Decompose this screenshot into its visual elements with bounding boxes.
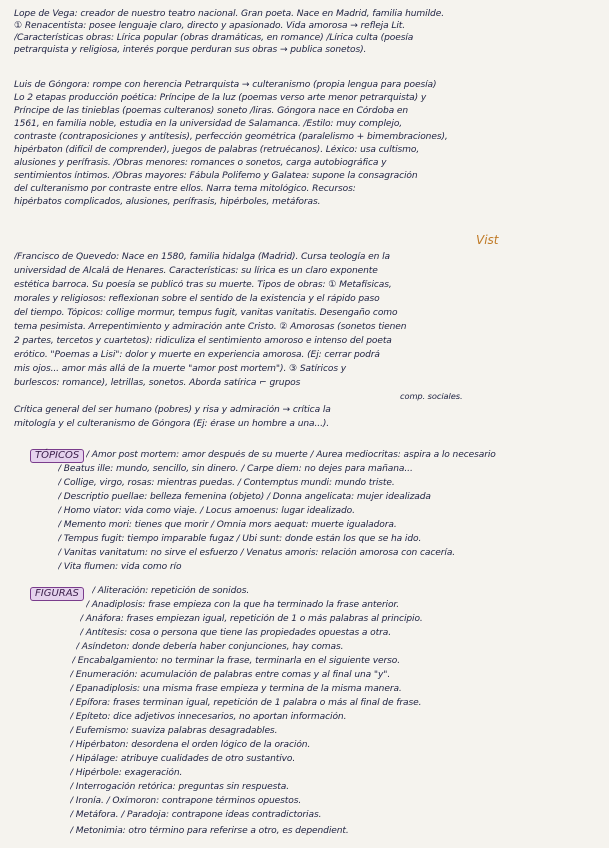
topico-line: / Collige, virgo, rosas: mientras puedas. / Contemptus mundi: mundo triste. [58, 478, 395, 488]
gongora-line: 1561, en familia noble, estudia en la universidad de Salamanca. /Estilo: muy complejo, [14, 119, 403, 129]
quevedo-line: estética barroca. Su poesía se publicó tras su muerte. Tipos de obras: ① Metafísicas, [14, 280, 392, 290]
figura-line: / Metáfora. / Paradoja: contrapone ideas contradictorias. [70, 810, 322, 820]
quevedo-line: tema pesimista. Arrepentimiento y admiración ante Cristo. ② Amorosas (sonetos tienen [14, 322, 407, 332]
topico-line: / Homo viator: vida como viaje. / Locus amoenus: lugar idealizado. [58, 506, 355, 516]
figura-line: / Ironía. / Oxímoron: contrapone términos opuestos. [70, 796, 302, 806]
lope-line: /Características obras: Lírica popular (obras dramáticas, en romance) /Lírica culta (poesía [14, 33, 414, 43]
figura-line: / Metonimia: otro término para referirse a otro, es dependient. [70, 826, 349, 836]
quevedo-line: universidad de Alcalá de Henares. Características: su lírica es un claro exponente [14, 266, 378, 276]
figura-line: / Hipérbole: exageración. [70, 768, 183, 778]
topico-line: / Vanitas vanitatum: no sirve el esfuerzo / Venatus amoris: relación amorosa con cacería. [58, 548, 456, 558]
topico-line: / Beatus ille: mundo, sencillo, sin dinero. / Carpe diem: no dejes para mañana... [58, 464, 413, 474]
figura-line: / Hipálage: atribuye cualidades de otro sustantivo. [70, 754, 296, 764]
figura-line: / Epífora: frases terminan igual, repetición de 1 palabra o más al final de frase. [70, 698, 422, 708]
figura-line: / Antítesis: cosa o persona que tiene las propiedades opuestas a otra. [80, 628, 391, 638]
figura-line: / Interrogación retórica: preguntas sin respuesta. [70, 782, 290, 792]
figura-line: / Encabalgamiento: no terminar la frase, terminarla en el siguiente verso. [72, 656, 401, 666]
gongora-line: alusiones y perífrasis. /Obras menores: romances o sonetos, carga autobiográfica y [14, 158, 387, 168]
quevedo-line: mitología y el culteranismo de Góngora (Ej: érase un hombre a una...). [14, 419, 330, 429]
quevedo-line: 2 partes, tercetos y cuartetos): ridiculiza el sentimiento amoroso e intenso del poeta [14, 336, 392, 346]
figura-line: / Hipérbaton: desordena el orden lógico de la oración. [70, 740, 311, 750]
topicos-heading: TÓPICOS [30, 449, 84, 463]
topico-line: / Amor post mortem: amor después de su muerte / Aurea mediocritas: aspira a lo necesario [86, 450, 496, 460]
quevedo-line: morales y religiosos: reflexionan sobre el sentido de la existencia y el rápido paso [14, 294, 380, 304]
figura-line: / Eufemismo: suaviza palabras desagradables. [70, 726, 278, 736]
figura-line: / Asíndeton: donde debería haber conjunciones, hay comas. [76, 642, 344, 652]
figura-line: / Anadiplosis: frase empieza con la que ha terminado la frase anterior. [86, 600, 399, 610]
quevedo-line: burlescos: romance), letrillas, sonetos. Aborda satírica ⌐ grupos [14, 378, 301, 388]
quevedo-line: mis ojos... amor más allá de la muerte "amor post mortem"). ③ Satíricos y [14, 364, 347, 374]
quevedo-line: erótico. "Poemas a Lisi": dolor y muerte en experiencia amorosa. (Ej: cerrar podrá [14, 350, 380, 360]
topico-line: / Vita flumen: vida como río [58, 562, 182, 572]
gongora-line: hipérbatos complicados, alusiones, perífrasis, hipérboles, metáforas. [14, 197, 321, 207]
gongora-line: Lo 2 etapas producción poética: Príncipe de la luz (poemas verso arte menor petrarquista) y [14, 93, 427, 103]
lope-line: Lope de Vega: creador de nuestro teatro nacional. Gran poeta. Nace en Madrid, familia humilde. [14, 9, 444, 19]
gongora-line: hipérbaton (difícil de comprender), juegos de palabras (retruécanos). Léxico: usa cultismo, [14, 145, 420, 155]
quevedo-line: comp. sociales. [400, 391, 463, 401]
topico-line: / Tempus fugit: tiempo imparable fugaz / Ubi sunt: donde están los que se ha ido. [58, 534, 422, 544]
lope-line: ① Renacentista: posee lenguaje claro, directo y apasionado. Vida amorosa → refleja Lit. [14, 21, 406, 31]
topico-line: / Descriptio puellae: belleza femenina (objeto) / Donna angelicata: mujer idealizada [58, 492, 431, 502]
vista-annotation: Vist [476, 233, 499, 247]
lope-line: petrarquista y religiosa, interés porque perduran sus obras → publica sonetos). [14, 45, 367, 55]
gongora-line: Luis de Góngora: rompe con herencia Petrarquista → culteranismo (propia lengua para poesía) [14, 80, 437, 90]
gongora-line: sentimientos íntimos. /Obras mayores: Fábula Polifemo y Galatea: supone la consagración [14, 171, 418, 181]
gongora-line: Príncipe de las tinieblas (poemas culteranos) soneto /liras. Góngora nace en Córdoba en [14, 106, 409, 116]
gongora-line: del culteranismo por contraste entre ellos. Narra tema mitológico. Recursos: [14, 184, 356, 194]
figura-line: / Aliteración: repetición de sonidos. [92, 586, 250, 596]
figura-line: / Anáfora: frases empiezan igual, repetición de 1 o más palabras al principio. [80, 614, 423, 624]
topico-line: / Memento mori: tienes que morir / Omnia mors aequat: muerte igualadora. [58, 520, 397, 530]
figura-line: / Epíteto: dice adjetivos innecesarios, no aportan información. [70, 712, 347, 722]
gongora-line: contraste (contraposiciones y antítesis), perfección geométrica (paralelismo + bimembraciones), [14, 132, 448, 142]
quevedo-line: Crítica general del ser humano (pobres) y risa y admiración → crítica la [14, 405, 331, 415]
figura-line: / Enumeración: acumulación de palabras entre comas y al final una "y". [70, 670, 391, 680]
quevedo-line: del tiempo. Tópicos: collige mormur, tempus fugit, vanitas vanitatis. Desengaño como [14, 308, 398, 318]
figura-line: / Epanadiplosis: una misma frase empieza y termina de la misma manera. [70, 684, 402, 694]
figuras-heading: FIGURAS [30, 587, 84, 601]
quevedo-line: /Francisco de Quevedo: Nace en 1580, familia hidalga (Madrid). Cursa teología en la [14, 252, 391, 262]
